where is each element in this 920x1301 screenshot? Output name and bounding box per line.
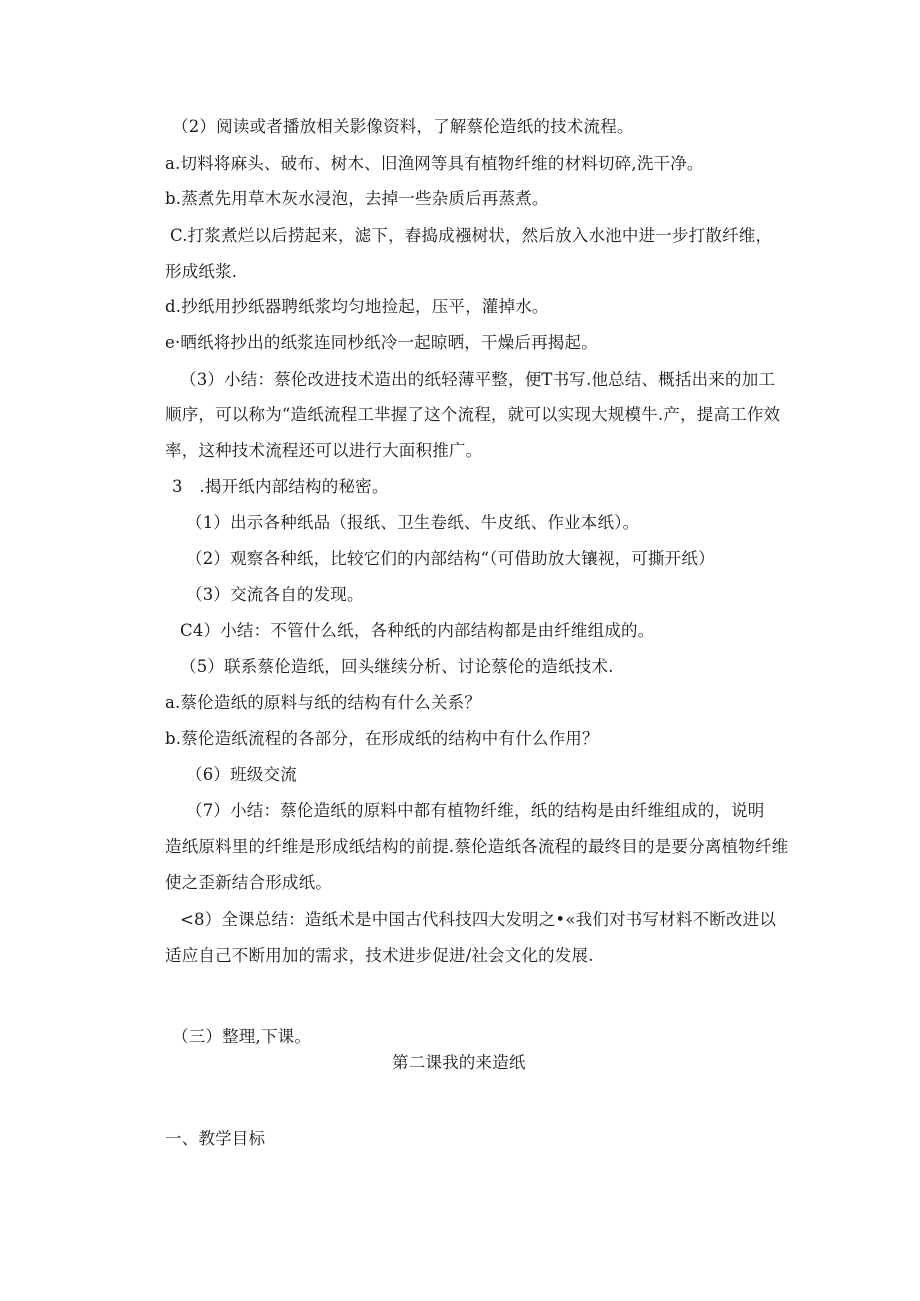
text-line: a.切料将麻头、破布、树木、旧渔网等具有植物纤维的材料切碎,洗干净。 — [165, 154, 704, 173]
text-line: 顺序，可以称为“造纸流程工芈握了这个流程，就可以实现大规模牛.产，提高工作效 — [165, 405, 781, 424]
text-line: （1）出示各种纸品（报纸、卫生卷纸、牛皮纸、作业本纸）。 — [186, 513, 640, 532]
section-heading: （三）整理,下课。 — [172, 1027, 312, 1046]
text-line: 形成纸浆. — [165, 262, 238, 281]
text-line: a.蔡伦造纸的原料与纸的结构有什么关系？ — [165, 693, 482, 712]
text-line: 适应自己不断用加的需求，技术进步促进/社会文化的发展. — [165, 946, 594, 965]
text-line: （6）班级交流 — [186, 765, 297, 784]
text-line: （5）联系蔡伦造纸，回头继续分析、讨论蔡伦的造纸技术. — [180, 657, 614, 676]
lesson-title: 第二课我的来造纸 — [392, 1053, 526, 1072]
text-line: 使之歪新结合形成纸。 — [165, 873, 332, 892]
text-line: C.打浆煮烂以后捞起来，滤下，舂捣成襁树状，然后放入水池中进一步打散纤维， — [170, 226, 773, 245]
text-line: （7）小结：蔡伦造纸的原料中都有植物纤维，纸的结构是由纤维组成的，说明 — [186, 801, 765, 820]
text-line: 造纸原料里的纤维是形成纸结构的前提.蔡伦造纸各流程的最终目的是要分离植物纤维 — [165, 837, 789, 856]
text-line: d.抄纸用抄纸器聘纸浆均匀地捡起，压平，灌掉水。 — [165, 297, 549, 316]
text-line: 率，这种技术流程还可以进行大面积推广。 — [165, 441, 483, 460]
text-line: e·晒纸将抄出的纸浆连同杪纸冷一起晾晒，干燥后再揭起。 — [165, 333, 598, 352]
text-line: （3）交流各自的发现。 — [186, 585, 364, 604]
text-line: <8）全课总结：造纸术是中国古代科技四大发明之•«我们对书写材料不断改进以 — [180, 910, 777, 929]
text-line: b.蔡伦造纸流程的各部分，在形成纸的结构中有什么作用？ — [165, 729, 599, 748]
text-line: （2）阅读或者播放相关影像资料，了解蔡伦造纸的技术流程。 — [172, 117, 634, 136]
text-line: （2）观察各种纸，比较它们的内部结构“（可借助放大镶视，可撕开纸） — [186, 549, 715, 568]
section-heading: 3 .揭开纸内部结构的秘密。 — [172, 477, 389, 496]
text-line: （3）小结：蔡伦改进技术造出的纸轻薄平整，便T书写.他总结、概括出来的加工 — [180, 370, 776, 389]
text-line: C4）小结：不管什么纸，各种纸的内部结构都是由纤维组成的。 — [180, 621, 655, 640]
section-heading: 一、教学目标 — [165, 1129, 266, 1148]
text-line: b.蒸煮先用草木灰水浸泡，去掉一些杂质后再蒸煮。 — [165, 189, 549, 208]
